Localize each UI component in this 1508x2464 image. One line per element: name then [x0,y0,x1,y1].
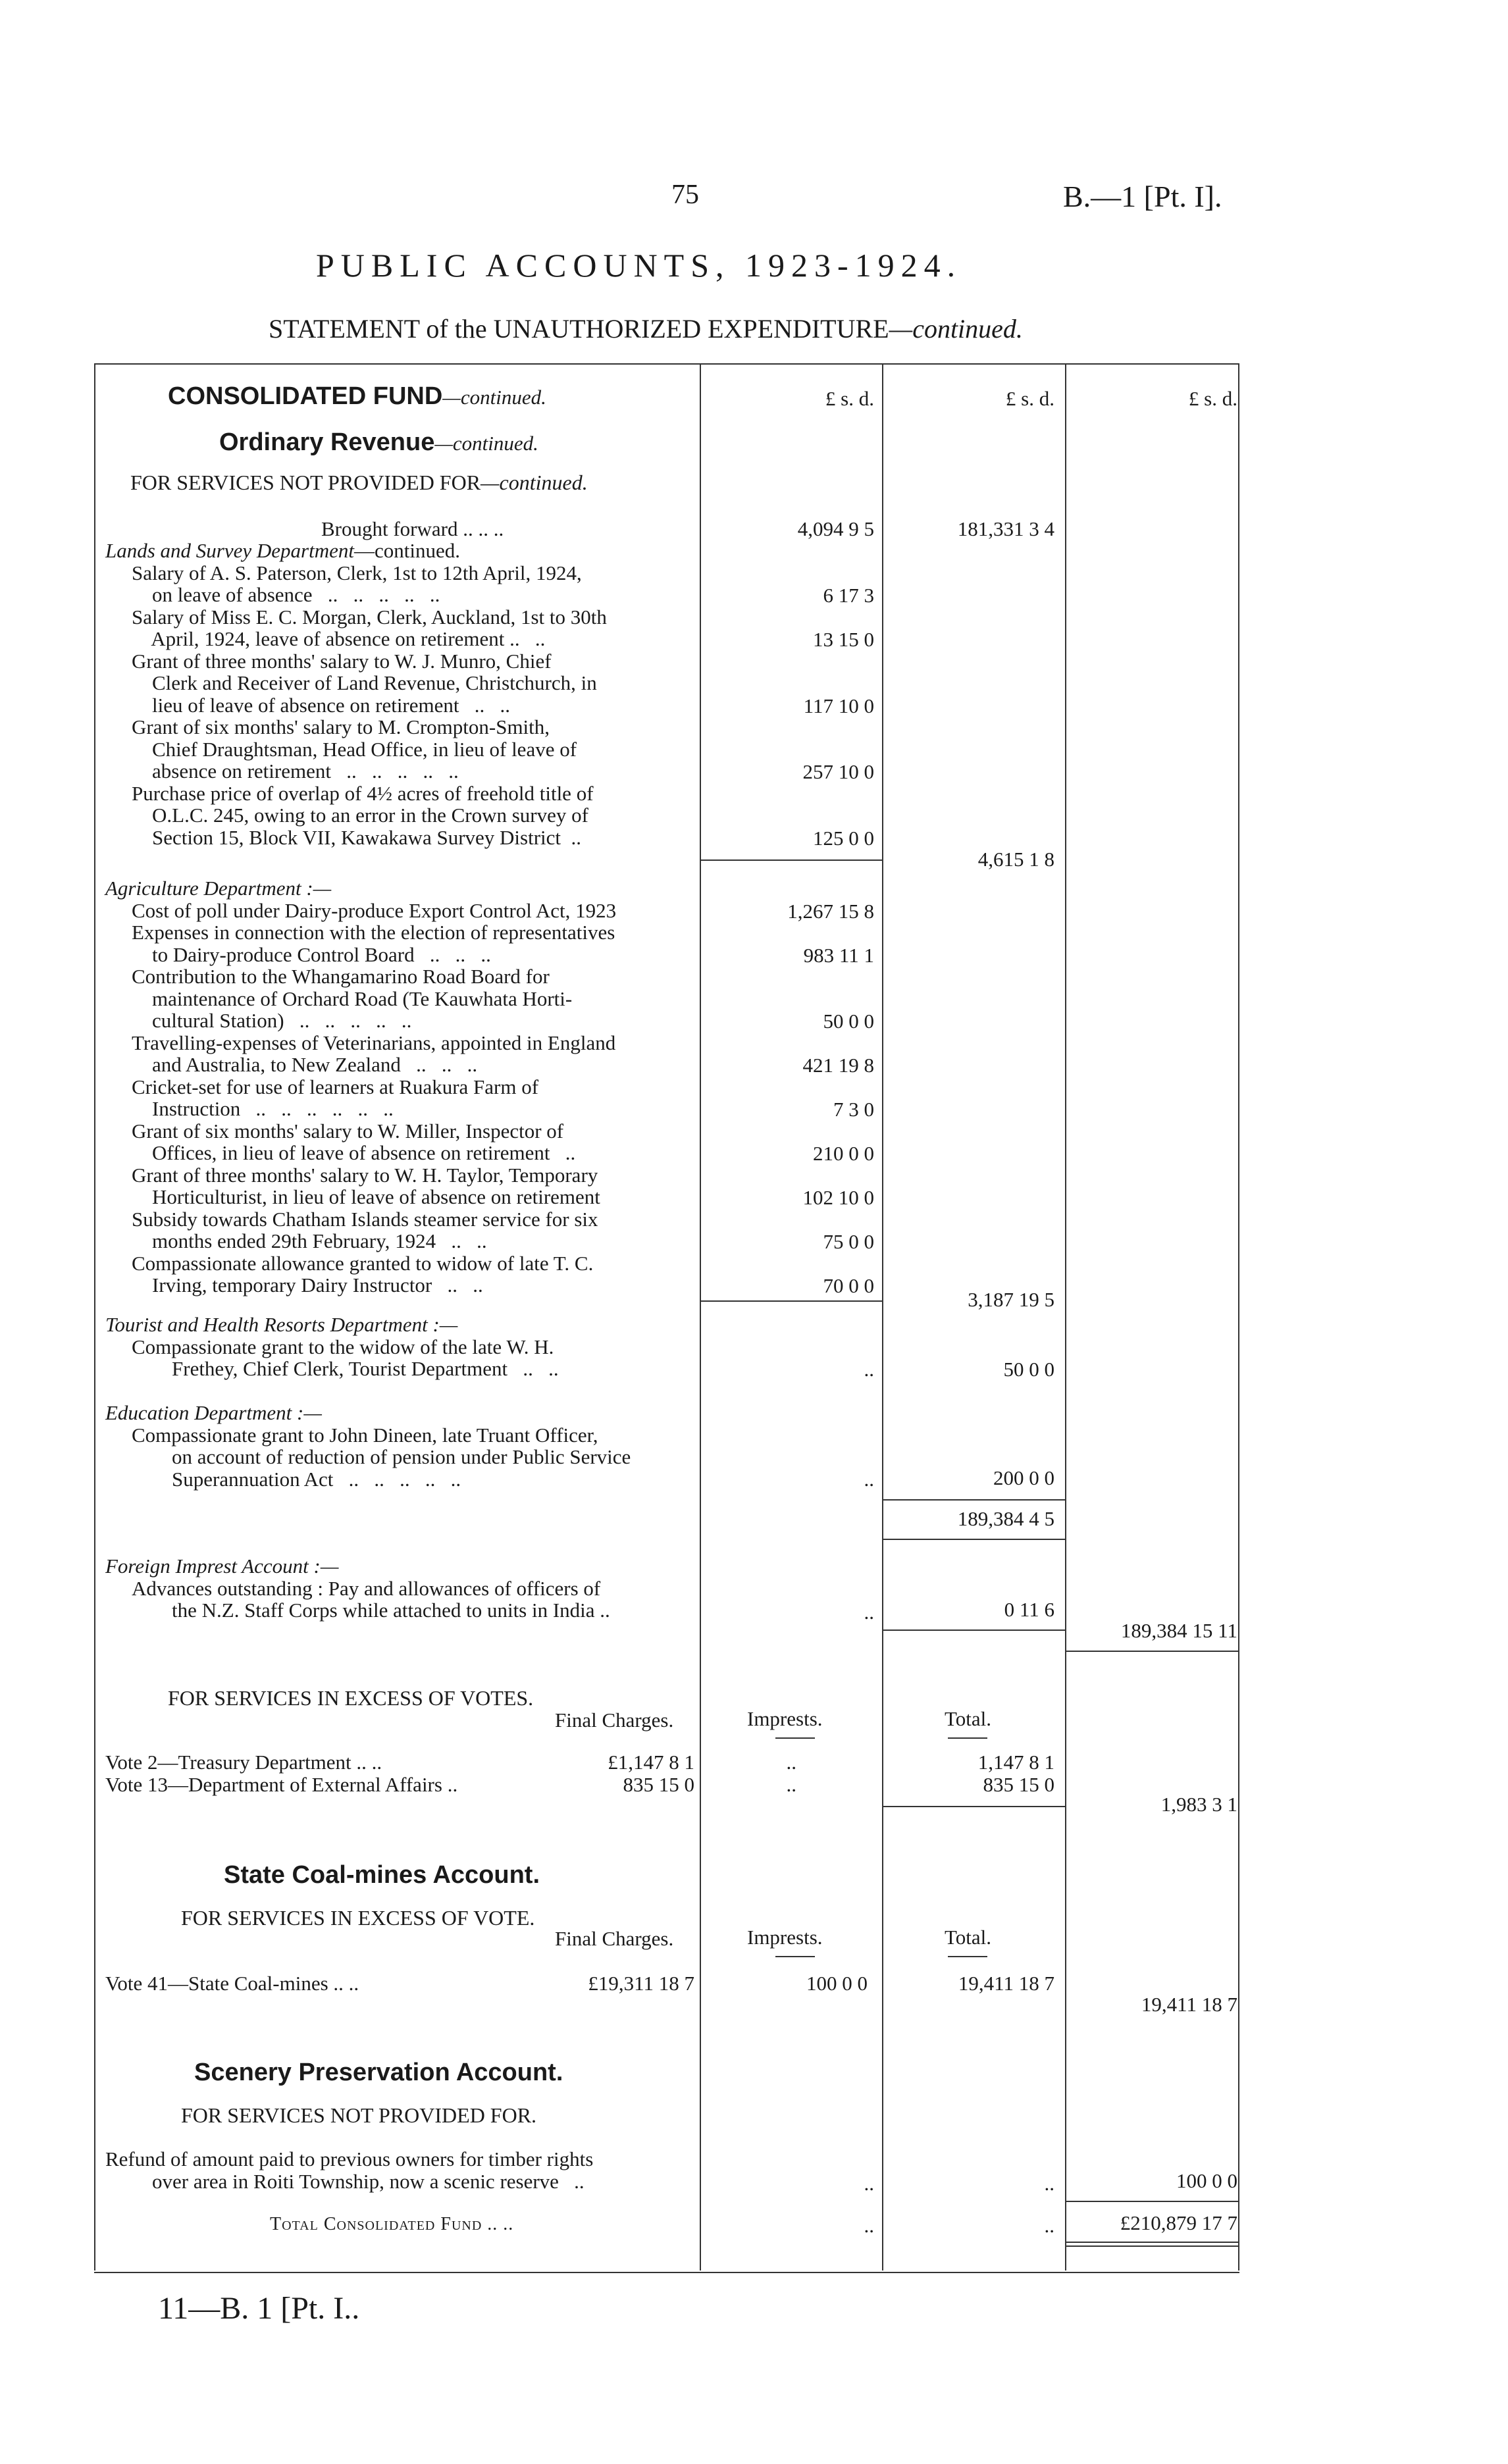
lands-heading-label: Lands and Survey Department [105,539,354,562]
agriculture-item-line: Horticulturist, in lieu of leave of absence on retirement [132,1185,600,1208]
vote-2-total: 1,147 8 1 [977,1751,1054,1774]
agriculture-item-amount: 421 19 8 [802,1054,874,1077]
foreign-c3-total: 189,384 15 11 [1120,1619,1237,1642]
agriculture-item-line: maintenance of Orchard Road (Te Kauwhata Horti- [132,987,573,1010]
vote-41-final: £19,311 18 7 [588,1972,694,1995]
agriculture-item-line: Offices, in lieu of leave of absence on retirement .. [132,1141,576,1164]
grand-total-double-rule-1 [1065,2242,1239,2243]
excess-total-sum-rule [882,1806,1065,1807]
agriculture-subtotal-rule [700,1300,882,1302]
agriculture-item-line: Cricket-set for use of learners at Ruakura Farm of [132,1075,539,1098]
vote-13-total: 835 15 0 [983,1773,1054,1796]
page-footer-signature: 11—B. 1 [Pt. I.. [158,2291,360,2326]
agriculture-item-line: Grant of six months' salary to W. Miller, Inspector of [132,1119,564,1142]
ordinary-continued: —continued. [434,432,538,455]
total-rule-lower [882,1539,1065,1540]
agriculture-item [105,1120,698,1164]
coal-imprests-header: Imprests. [747,1926,823,1949]
lands-subtotal-rule [700,860,882,861]
foreign-c1: .. [864,1601,874,1624]
agriculture-item-line: Expenses in connection with the election of representatives [132,921,615,944]
agriculture-item-amount: 983 11 1 [803,943,874,967]
lands-item-line: Grant of three months' salary to W. J. Munro, Chief [132,649,552,673]
agriculture-items [105,900,698,1296]
agriculture-item-line: Subsidy towards Chatham Islands steamer service for six [132,1207,598,1231]
tourist-line-2: Frethey, Chief Clerk, Tourist Department .. .. [151,1357,559,1380]
excess-final-charges-header: Final Charges. [555,1708,674,1732]
lands-item-line: Clerk and Receiver of Land Revenue, Christchurch, in [132,671,597,694]
coal-section-heading: FOR SERVICES IN EXCESS OF VOTE. [181,1906,535,1930]
brought-forward-label: Brought forward .. .. .. [321,517,504,540]
lands-item-amount: 125 0 0 [813,826,874,850]
subtitle-continued: —continued. [889,314,1023,344]
vote-2-final: £1,147 8 1 [608,1751,694,1774]
lands-item-amount: 6 17 3 [823,584,874,607]
agriculture-item-amount: 210 0 0 [813,1142,874,1165]
column-divider-1 [700,363,701,2271]
lands-item-line: Purchase price of overlap of 4½ acres of freehold title of [132,781,594,805]
agriculture-item-amount: 50 0 0 [823,1010,874,1033]
excess-c3-total: 1,983 3 1 [1160,1793,1237,1816]
scenery-c2: .. [1044,2172,1054,2195]
agriculture-item [105,1252,698,1296]
scenery-section-heading: FOR SERVICES NOT PROVIDED FOR. [181,2103,537,2127]
vote-13-imprest: .. [786,1773,796,1796]
coal-total-rule [948,1956,987,1957]
grand-total-c1: .. [864,2214,874,2237]
agriculture-item-amount: 75 0 0 [823,1230,874,1253]
agriculture-item-line: cultural Station) .. .. .. .. .. [132,1009,412,1032]
scenery-heading: Scenery Preservation Account. [194,2059,563,2086]
education-heading: Education Department :— [105,1401,322,1424]
ordinary-revenue-label: Ordinary Revenue [219,428,435,456]
education-c2: 200 0 0 [993,1466,1054,1489]
tourist-section [105,1314,698,1380]
agriculture-item-line: Grant of three months' salary to W. H. Taylor, Temporary [132,1163,598,1187]
ordinary-revenue-heading [219,428,538,457]
agriculture-item-amount: 70 0 0 [823,1274,874,1297]
col-header-2: £ s. d. [1005,387,1054,410]
fund-continued: —continued. [442,386,546,409]
total-rule-upper [882,1499,1065,1501]
foreign-imprest-section [105,1555,698,1622]
excess-imprests-header: Imprests. [747,1707,823,1730]
brought-forward-c1: 4,094 9 5 [797,517,874,540]
lands-item [105,650,698,717]
subtitle-main: STATEMENT of the UNAUTHORIZED EXPENDITURE [269,314,889,344]
tourist-c2: 50 0 0 [1003,1358,1054,1381]
page-title: PUBLIC ACCOUNTS, 1923-1924. [316,247,962,284]
foreign-rule [882,1630,1065,1631]
education-c1: .. [864,1468,874,1491]
excess-total-header: Total. [945,1707,992,1730]
agriculture-item [105,1076,698,1120]
excess-total-rule [948,1737,987,1739]
agriculture-heading: Agriculture Department :— [105,877,332,900]
lands-item [105,783,698,849]
agriculture-item [105,1032,698,1076]
excess-imprests-rule [775,1737,815,1739]
foreign-line-2: the N.Z. Staff Corps while attached to units in India .. [151,1599,610,1622]
lands-section [105,540,698,848]
agriculture-item [105,900,698,922]
lands-item [105,562,698,606]
grand-total-upper-rule [1065,2201,1239,2202]
foreign-c3-rule [1065,1651,1239,1652]
agriculture-item-amount: 7 3 0 [833,1098,874,1121]
coal-final-charges-header: Final Charges. [555,1927,674,1950]
page-number: 75 [671,180,699,210]
lands-item-line: Chief Draughtsman, Head Office, in lieu of leave of [132,737,577,761]
brought-forward-c2: 181,331 3 4 [957,517,1054,540]
agriculture-item [105,921,698,965]
vote-13-label: Vote 13—Department of External Affairs .. [105,1773,458,1796]
fund-heading [168,382,546,411]
section-continued: —continued. [481,471,588,494]
grand-total-double-rule-2 [1065,2246,1239,2247]
section-heading-not-provided [130,471,588,495]
column-divider-4 [1238,363,1239,2271]
lands-item [105,606,698,650]
vote-2-label: Vote 2—Treasury Department .. .. [105,1751,382,1774]
lands-item-line: O.L.C. 245, owing to an error in the Crown survey of [132,804,588,827]
scenery-description [105,2148,698,2192]
lands-items [105,562,698,849]
foreign-c2: 0 11 6 [1004,1598,1054,1621]
vote-41-label: Vote 41—State Coal-mines .. .. [105,1972,359,1995]
statement-subtitle [269,313,1023,344]
lands-subtotal: 4,615 1 8 [977,848,1054,871]
column-divider-2 [882,363,883,2271]
col-header-3: £ s. d. [1188,387,1237,410]
section-label: FOR SERVICES NOT PROVIDED FOR [130,471,481,494]
lands-item-line: lieu of leave of absence on retirement .. .. [132,693,510,717]
coal-c3-total: 19,411 18 7 [1141,1993,1237,2016]
coal-imprests-rule [775,1956,815,1957]
lands-item-line: on leave of absence .. .. .. .. .. [132,583,440,606]
foreign-line-1: Advances outstanding : Pay and allowances of officers of [132,1576,601,1600]
lands-item-line: Grant of six months' salary to M. Crompton-Smith, [132,715,550,738]
agriculture-item-line: to Dairy-produce Control Board .. .. .. [132,942,491,966]
agriculture-item-amount: 102 10 0 [802,1186,874,1209]
agriculture-item-line: months ended 29th February, 1924 .. .. [132,1229,487,1252]
scenery-c1: .. [864,2172,874,2195]
agriculture-item-line: and Australia, to New Zealand .. .. .. [132,1053,478,1076]
coal-heading: State Coal-mines Account. [224,1861,540,1889]
education-line-1: Compassionate grant to John Dineen, late Truant Officer, [132,1423,598,1447]
agriculture-item [105,1164,698,1208]
tourist-c1: .. [864,1358,874,1381]
agriculture-item-line: Travelling-expenses of Veterinarians, appointed in England [132,1031,616,1054]
education-line-3: Superannuation Act .. .. .. .. .. [151,1467,461,1491]
tourist-line-1: Compassionate grant to the widow of the late W. H. [132,1335,554,1358]
lands-heading [105,540,698,562]
foreign-heading: Foreign Imprest Account :— [105,1554,339,1578]
vote-41-imprest: 100 0 0 [806,1972,868,1995]
lands-item-amount: 117 10 0 [803,694,874,717]
lands-item-line: April, 1924, leave of absence on retirement .. .. [132,627,546,650]
col-header-1: £ s. d. [825,387,874,410]
agriculture-item-line: Irving, temporary Dairy Instructor .. .. [132,1273,483,1296]
excess-section-heading: FOR SERVICES IN EXCESS OF VOTES. [168,1686,534,1710]
education-section [105,1402,698,1490]
agriculture-item [105,1208,698,1252]
lands-item-line: Salary of A. S. Paterson, Clerk, 1st to 12th April, 1924, [132,561,582,584]
coal-total-header: Total. [945,1926,992,1949]
lands-item-line: Section 15, Block VII, Kawakawa Survey District .. [132,825,582,849]
vote-41-total: 19,411 18 7 [958,1972,1054,1995]
vote-2-imprest: .. [786,1751,796,1774]
lands-item [105,716,698,783]
agriculture-item-line: Instruction .. .. .. .. .. .. [132,1097,394,1120]
agriculture-item-line: Cost of poll under Dairy-produce Export Control Act, 1923 [132,898,617,922]
column-divider-3 [1065,363,1066,2271]
grand-total-c3: £210,879 17 7 [1120,2211,1237,2234]
lands-heading-cont: —continued. [353,539,460,562]
scenery-line-2: over area in Roiti Township, now a scenic reserve .. [132,2169,585,2193]
vote-13-final: 835 15 0 [623,1773,694,1796]
agriculture-section [105,877,698,1296]
document-reference: B.—1 [Pt. I]. [1063,180,1222,213]
fund-name: CONSOLIDATED FUND [168,382,443,410]
tourist-heading: Tourist and Health Resorts Department :— [105,1313,458,1336]
education-line-2: on account of reduction of pension under Public Service [151,1445,631,1468]
lands-item-line: Salary of Miss E. C. Morgan, Clerk, Auckland, 1st to 30th [132,605,607,629]
agriculture-item-line: Compassionate allowance granted to widow of late T. C. [132,1251,594,1275]
agriculture-item-amount: 1,267 15 8 [787,899,874,923]
table-left-border [94,363,95,2271]
scenery-line-1: Refund of amount paid to previous owners for timber rights [105,2147,594,2170]
grand-total-c2: .. [1044,2214,1054,2237]
agriculture-item-line: Contribution to the Whangamarino Road Board for [132,965,550,988]
agriculture-item [105,965,698,1032]
lands-item-line: absence on retirement .. .. .. .. .. [132,759,459,783]
scenery-c3: 100 0 0 [1176,2169,1237,2192]
lands-item-amount: 257 10 0 [802,760,874,783]
subtotal-189384: 189,384 4 5 [957,1507,1054,1530]
lands-item-amount: 13 15 0 [813,628,874,651]
agriculture-subtotal: 3,187 19 5 [968,1288,1054,1311]
grand-total-label: Total Consolidated Fund .. .. [270,2214,514,2234]
